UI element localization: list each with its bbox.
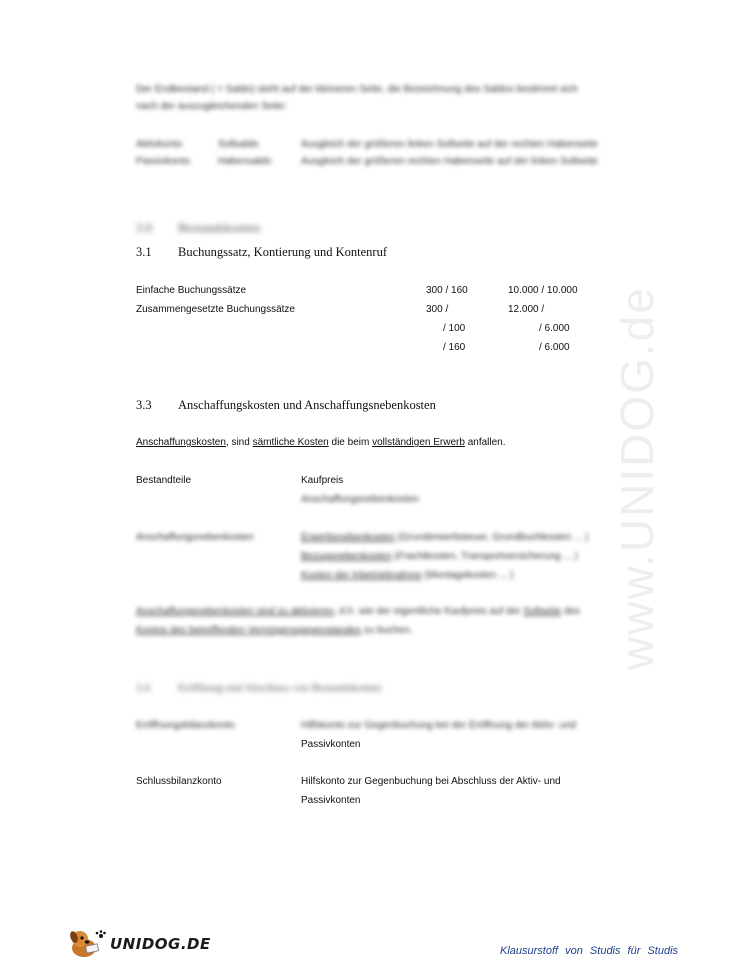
section-3-0-title: Bestandskonten	[178, 220, 261, 235]
sbk-line-2: Passivkonten	[301, 795, 361, 806]
intro-row-1-c: Ausgleich der größeren linken Sollseite auf der rechten Habenseite	[301, 139, 598, 150]
booking-row-1-value-2: 10.000 / 10.000	[508, 285, 578, 296]
ank-line-2	[301, 551, 578, 562]
definition-term: Anschaffungskosten	[136, 437, 226, 448]
note-text-2: des	[561, 606, 581, 617]
booking-row-3-value-2: / 6.000	[539, 323, 570, 334]
booking-row-4-value-2: / 6.000	[539, 342, 570, 353]
note-line-2	[136, 625, 413, 636]
dog-mascot-icon	[66, 928, 106, 960]
booking-row-3-value-1: / 100	[443, 323, 466, 334]
section-3-4-number: 3.4	[136, 682, 150, 694]
unidog-logo	[66, 928, 211, 960]
intro-row-2-b: Habensaldo	[218, 156, 272, 167]
section-3-1-number: 3.1	[136, 245, 152, 259]
booking-row-4-value-1: / 160	[443, 342, 466, 353]
booking-row-1-label: Einfache Buchungssätze	[136, 285, 247, 296]
definition-underline-2: vollständigen Erwerb	[372, 437, 465, 448]
definition-text-2: die beim	[328, 437, 373, 448]
note-underline-3: Kontos des betreffenden Vermögensgegenstandes	[136, 625, 361, 636]
intro-row-1-b: Sollsaldo	[218, 139, 259, 150]
intro-line-2: nach der auszugleichenden Seite:	[136, 101, 287, 112]
note-text-3: zu buchen.	[361, 625, 413, 636]
note-underline-1: Anschaffungsnebenkosten sind zu aktivieren	[136, 606, 334, 617]
section-3-3-number: 3.3	[136, 398, 152, 412]
booking-row-2-label: Zusammengesetzte Buchungssätze	[136, 304, 295, 315]
ebk-line-1: Hilfskonto zur Gegenbuchung bei der Eröffnung der Aktiv- und	[301, 720, 576, 731]
booking-row-1-value-1: 300 / 160	[426, 285, 468, 296]
section-3-3-title: Anschaffungskosten und Anschaffungsnebenkosten	[178, 398, 436, 412]
logo-text: UNIDOG.DE	[110, 935, 211, 953]
intro-row-1-a: Aktivkonto	[136, 139, 183, 150]
section-3-1-title: Buchungssatz, Kontierung und Kontenruf	[178, 245, 387, 259]
definition-underline-1: sämtliche Kosten	[252, 437, 329, 448]
sbk-line-1: Hilfskonto zur Gegenbuchung bei Abschluss der Aktiv- und	[301, 776, 561, 787]
sbk-label: Schlussbilanzkonto	[136, 776, 222, 787]
watermark-text: www.UNIDOG.de	[611, 286, 663, 670]
definition-text-3: anfallen.	[464, 437, 506, 448]
ank-line-3-term: Kosten der Inbetriebnahme	[301, 570, 422, 581]
ank-line-3-text: (Montagekosten ... )	[421, 570, 514, 581]
booking-row-2-value-2: 12.000 /	[508, 304, 545, 315]
note-line-1	[136, 606, 580, 617]
intro-row-2-c: Ausgleich der größeren rechten Habenseite auf der linken Sollseite	[301, 156, 598, 167]
components-label: Bestandteile	[136, 475, 192, 486]
ank-line-1-text: (Grunderwerbsteuer, Grundbuchkosten ... )	[394, 532, 589, 543]
intro-line-1: Der Endbestand ( = Saldo) steht auf der kleineren Seite, die Bezeichnung des Saldos bestimmt sich	[136, 84, 578, 95]
section-3-4-title: Eröffnung und Abschluss von Bestandskonten	[178, 682, 382, 694]
booking-row-2-value-1: 300 /	[426, 304, 449, 315]
ank-line-2-text: (Frachtkosten, Transportversicherung ... )	[391, 551, 578, 562]
ank-line-1	[301, 532, 588, 543]
footer-tagline: Klausurstoff von Studis für Studis	[500, 945, 679, 957]
section-3-0-number: 3.0	[136, 220, 153, 235]
ank-line-2-term: Bezugsnebenkosten	[301, 551, 392, 562]
components-item-2: Anschaffungsnebenkosten	[301, 494, 419, 505]
ebk-line-2: Passivkonten	[301, 739, 361, 750]
note-underline-2: Sollseite	[523, 606, 562, 617]
note-text-1: , d.h. wie der eigentliche Kaufpreis auf der	[333, 606, 524, 617]
ank-line-3	[301, 570, 513, 581]
intro-row-2-a: Passivkonto	[136, 156, 190, 167]
ebk-label: Eröffnungsbilanzkonto	[136, 720, 235, 731]
definition-text-1: , sind	[225, 437, 253, 448]
definition-sentence	[136, 437, 506, 448]
components-item-1: Kaufpreis	[301, 475, 344, 486]
ank-line-1-term: Erwerbsnebenkosten	[301, 532, 395, 543]
ank-label: Anschaffungsnebenkosten	[136, 532, 254, 543]
